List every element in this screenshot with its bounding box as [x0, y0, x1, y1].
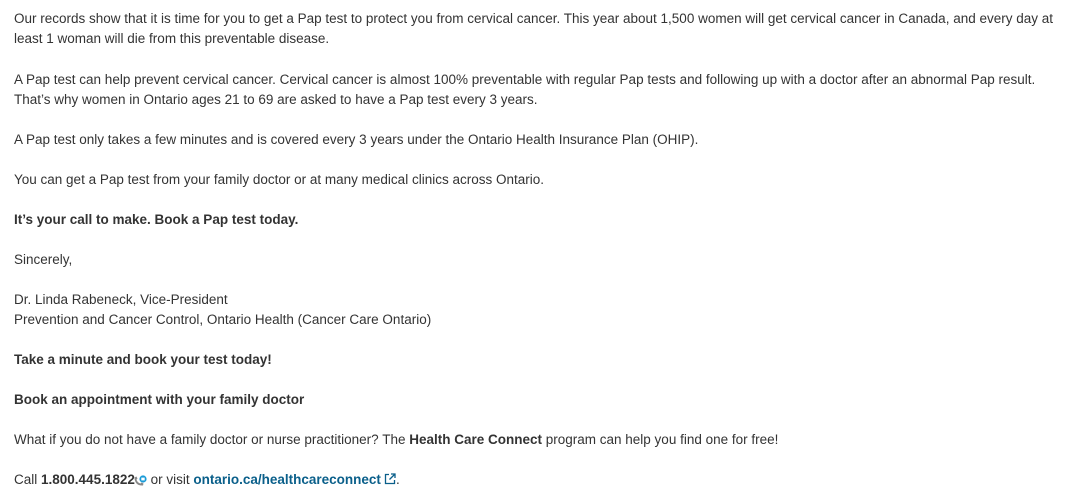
- phone-icon[interactable]: [133, 475, 147, 487]
- closing: Sincerely,: [14, 252, 73, 267]
- external-link-icon[interactable]: [384, 473, 396, 485]
- prevention-line-1: A Pap test can help prevent cervical cancer. Cervical cancer is almost 100% preventable with regular Pap tests and following up with a doctor after an abnormal Pap result.: [14, 72, 1036, 87]
- prevention-line-2: That’s why women in Ontario ages 21 to 69 are asked to have a Pap test every 3 years.: [14, 92, 538, 107]
- clinics-paragraph: You can get a Pap test from your family doctor or at many medical clinics across Ontario.: [14, 172, 544, 187]
- end-punctuation: .: [395, 472, 400, 487]
- question-suffix: program can help you find one for free!: [542, 432, 779, 447]
- family-doctor-heading: Book an appointment with your family doctor: [14, 392, 305, 407]
- prevention-paragraph: [14, 70, 1054, 110]
- question-prefix: What if you do not have a family doctor or nurse practitioner? The: [14, 432, 410, 447]
- health-care-connect-paragraph: [14, 430, 1054, 450]
- ohip-paragraph: A Pap test only takes a few minutes and is covered every 3 years under the Ontario Health Insurance Plan (OHIP).: [14, 132, 699, 147]
- call-prefix: Call: [14, 472, 42, 487]
- visit-text: or visit: [146, 472, 194, 487]
- signature-department: Prevention and Cancer Control, Ontario Health (Cancer Care Ontario): [14, 312, 432, 327]
- program-name: Health Care Connect: [409, 432, 542, 447]
- health-care-connect-link[interactable]: ontario.ca/healthcareconnect: [193, 472, 381, 487]
- book-today-heading: Take a minute and book your test today!: [14, 352, 272, 367]
- call-to-action: It’s your call to make. Book a Pap test today.: [14, 212, 299, 227]
- intro-line-2: least 1 woman will die from this preventable disease.: [14, 31, 330, 46]
- contact-paragraph: [14, 470, 1054, 490]
- signature-block: [14, 290, 1054, 330]
- signature-name: Dr. Linda Rabeneck, Vice-President: [14, 292, 228, 307]
- intro-line-1: Our records show that it is time for you to get a Pap test to protect you from cervical cancer. This year about 1,500 women will get cervical cancer in Canada, and every day at: [14, 11, 1054, 26]
- phone-number[interactable]: 1.800.445.1822: [41, 472, 135, 487]
- intro-paragraph: [14, 9, 1054, 49]
